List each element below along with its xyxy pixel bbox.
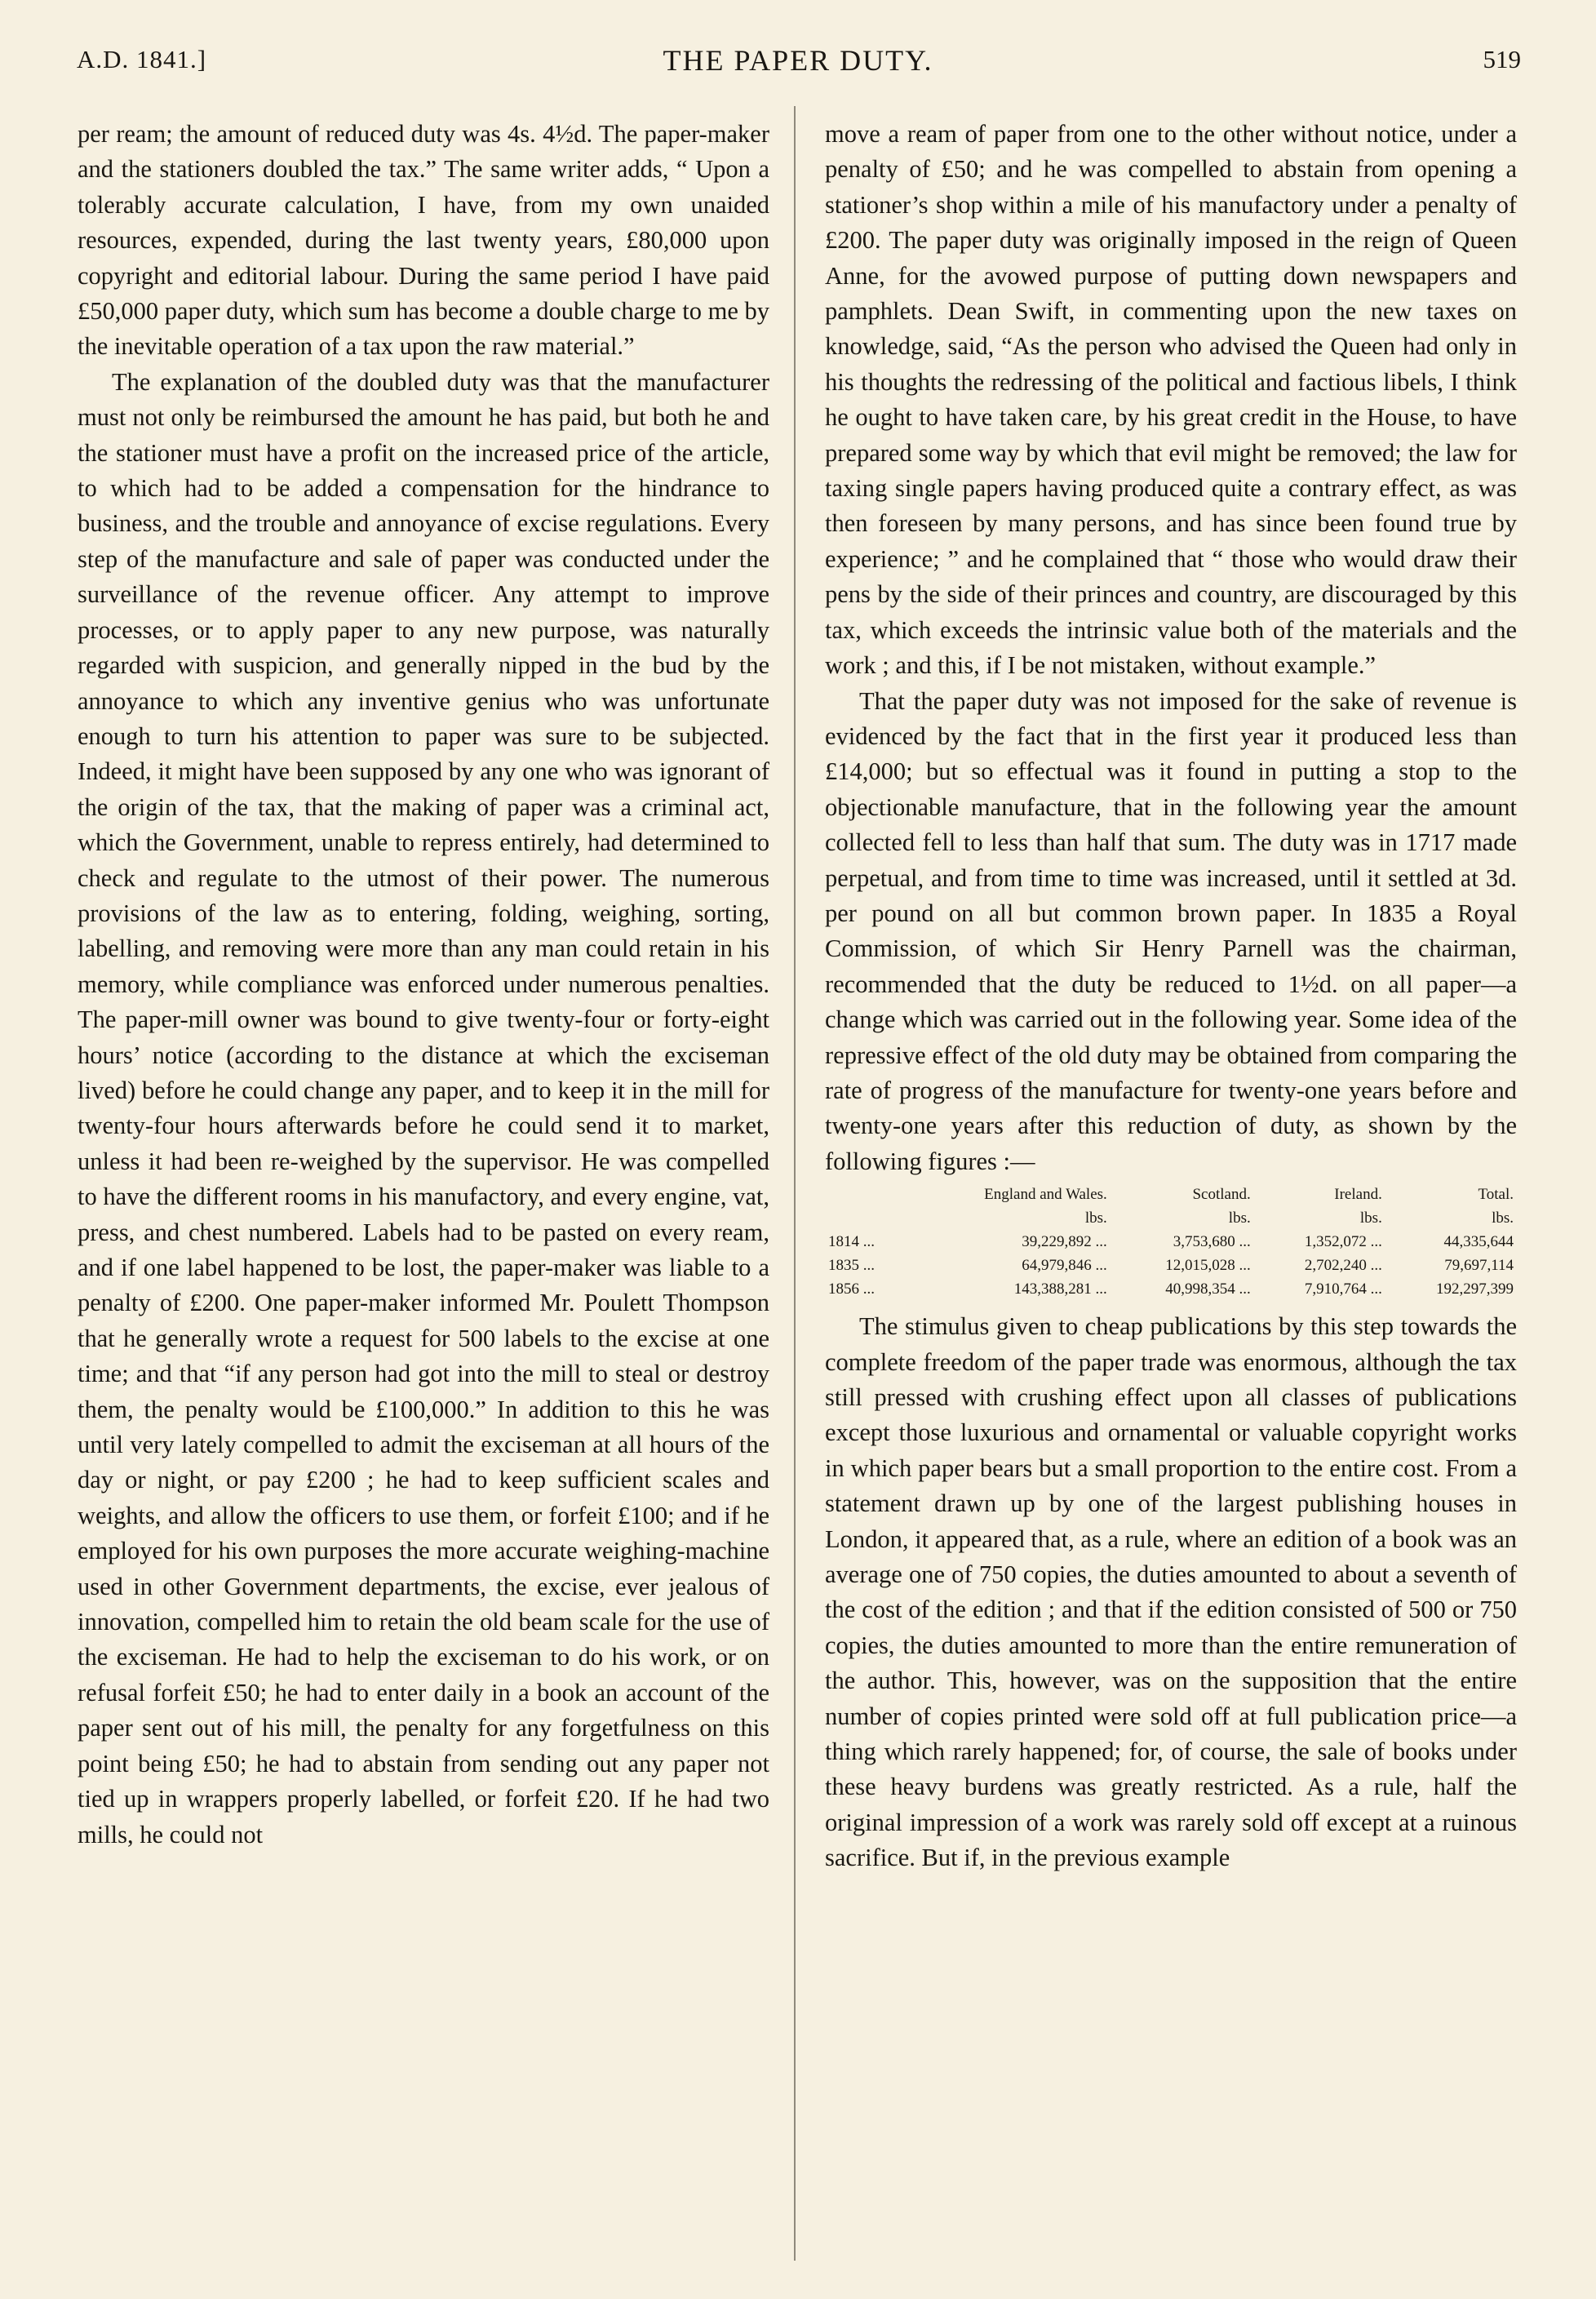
left-column — [78, 117, 769, 1853]
production-table — [825, 1183, 1517, 1301]
left-paragraph: The explanation of the doubled duty was that the manufacturer must not only be reimbursed the amount he has paid, but both he and the stationer must have a profit on the increased price of the article, to which had to be added a compensation for the hindrance to business, and the trouble and annoyance of excise regulations. Every step of the manufacture and sale of paper was conducted under the surveillance of the revenue officer. Any attempt to improve processes, or to apply paper to any new purpose, was naturally regarded with suspicion, and generally nipped in the bud by the annoyance to which any inventive genius who was unfortunate enough to turn his attention to paper was sure to be subjected. Indeed, it might have been supposed by any one who was ignorant of the origin of the tax, that the making of paper was a criminal act, which the Government, unable to repress entirely, had determined to check and regulate to the utmost of their power. The numerous provisions of the law as to entering, folding, weighing, sorting, labelling, and removing were more than any man could retain in his memory, while compliance was enforced under numerous penalties. The paper-mill owner was bound to give twenty-four or forty-eight hours’ notice (according to the distance at which the exciseman lived) before he could change any paper, and to keep it in the mill for twenty-four hours afterwards before he could send it to market, unless it had been re-weighed by the supervisor. He was compelled to have the different rooms in his manufactory, and every engine, vat, press, and chest numbered. Labels had to be pasted on every ream, and if one label happened to be lost, the paper-maker was liable to a penalty of £200. One paper-maker informed Mr. Poulett Thompson that he generally wrote a request for 500 labels to the excise at one time; and that “if any person had got into the mill to steal or destroy them, the penalty would be £100,000.” In addition to this he was until very lately compelled to admit the exciseman at all hours of the day or night, or pay £200 ; he had to keep sufficient scales and weights, and allow the officers to use them, or forfeit £100; and if he employed for his own purposes the more accurate weighing-machine used in other Government departments, the excise, ever jealous of innovation, compelled him to retain the old beam scale for the use of the exciseman. He had to help the exciseman to do his work, or on refusal forfeit £50; he had to enter daily in a book an account of the paper sent out of his mill, the penalty for any forgetfulness on this point being £50; he had to abstain from sending out any paper not tied up in wrappers properly labelled, or forfeit £20. If he had two mills, he could not — [78, 367, 769, 1849]
table-header — [825, 1183, 908, 1206]
table-cell: 1835 ... — [828, 1257, 875, 1275]
table-cell: 12,015,028 ... — [1165, 1257, 1251, 1275]
right-paragraph: That the paper duty was not imposed for the sake of revenue is evidenced by the fact that in the first year it produced less than £14,000; but so effectual was it found in putting a stop to the objectionable manufacture, that in the following year the amount collected fell to less than half that sum. The duty was in 1717 made perpetual, and from time to time was increased, until it settled at 3d. per pound on all but common brown paper. In 1835 a Royal Commission, of which Sir Henry Parnell was the chairman, recommended that the duty be reduced to 1½d. on all paper—a change which was carried out in the following year. Some idea of the repressive effect of the old duty may be obtained from comparing the rate of progress of the manufacture for twenty-one years before and twenty-one years after this reduction of duty, as shown by the following figures :— — [825, 686, 1517, 1175]
table-cell: 1814 ... — [828, 1233, 875, 1251]
left-paragraph: per ream; the amount of reduced duty was 4s. 4½d. The paper-maker and the stationers doubled the tax.” The same writer adds, “ Upon a tolerably accurate calculation, I have, from my own unaided resources, expended, during the last twenty years, £80,000 upon copyright and editorial labour. During the same period I have paid £50,000 paper duty, which sum has become a double charge to me by the inevitable operation of a tax upon the raw material.” — [78, 120, 769, 361]
table-unit: lbs. — [1228, 1209, 1251, 1227]
table-header: England and Wales. — [984, 1186, 1107, 1204]
table-cell: 3,753,680 ... — [1173, 1233, 1251, 1251]
table-header: Ireland. — [1334, 1186, 1382, 1204]
header-title: THE PAPER DUTY. — [663, 44, 933, 77]
right-paragraph: move a ream of paper from one to the other without notice, under a penalty of £50; and he was compelled to abstain from opening a stationer’s shop within a mile of his manufactory under a penalty of £200. The paper duty was originally imposed in the reign of Queen Anne, for the avowed purpose of putting down newspapers and pamphlets. Dean Swift, in commenting upon the new taxes on knowledge, said, “As the person who advised the Queen had only in his thoughts the redressing of the political and factious libels, I think he ought to have taken care, by his great credit in the House, to have prepared some way by which that evil might be removed; the law for taxing single papers having produced quite a contrary effect, as was then foreseen by many persons, and has since been found true by experience; ” and he complained that “ those who would draw their pens by the side of their princes and country, are discouraged by this tax, which exceeds the intrinsic value both of the materials and the work ; and this, if I be not mistaken, without example.” — [825, 120, 1517, 680]
table-cell: 40,998,354 ... — [1165, 1280, 1251, 1298]
table-row — [825, 1254, 1517, 1277]
table-unit: lbs. — [1084, 1209, 1107, 1227]
table-cell: 192,297,399 — [1436, 1280, 1514, 1298]
table-cell: 7,910,764 ... — [1304, 1280, 1382, 1298]
running-header — [0, 45, 1596, 86]
table-row — [825, 1277, 1517, 1301]
header-date: A.D. 1841.] — [77, 45, 207, 73]
table-unit: lbs. — [1492, 1209, 1514, 1227]
table-header: Total. — [1478, 1186, 1514, 1204]
table-header-row — [825, 1183, 1517, 1206]
table-row — [825, 1230, 1517, 1254]
table-unit: lbs. — [1359, 1209, 1382, 1227]
table-cell: 1856 ... — [828, 1280, 875, 1298]
table-cell: 2,702,240 ... — [1304, 1257, 1382, 1275]
table-unit — [825, 1206, 908, 1230]
table-units-row — [825, 1206, 1517, 1230]
table-cell: 44,335,644 — [1443, 1233, 1514, 1251]
right-column — [825, 117, 1517, 1876]
table-cell: 39,229,892 ... — [1022, 1233, 1107, 1251]
table-cell: 143,388,281 ... — [1013, 1280, 1107, 1298]
table-header: Scotland. — [1192, 1186, 1251, 1204]
right-paragraph: The stimulus given to cheap publications by this step towards the complete freedom of the paper trade was enormous, although the tax still pressed with crushing effect upon all classes of publications except those luxurious and ornamental or valuable copyright works in which paper bears but a small proportion to the entire cost. From a statement drawn up by one of the largest publishing houses in London, it appeared that, as a rule, where an edition of a book was an average one of 750 copies, the duties amounted to about a seventh of the cost of the edition ; and that if the edition consisted of 500 or 750 copies, the duties amounted to more than the entire remuneration of the author. This, however, was on the supposition that the entire number of copies printed were sold off at full publication price—a thing which rarely happened; for, of course, the sale of books under these heavy burdens was greatly restricted. As a rule, half the original impression of a work was rarely sold off except at a ruinous sacrifice. But if, in the previous example — [825, 1312, 1517, 1872]
table-cell: 1,352,072 ... — [1304, 1233, 1382, 1251]
page-number: 519 — [1483, 45, 1521, 73]
table-cell: 64,979,846 ... — [1022, 1257, 1107, 1275]
column-rule — [794, 106, 796, 2261]
table-cell: 79,697,114 — [1444, 1257, 1514, 1275]
